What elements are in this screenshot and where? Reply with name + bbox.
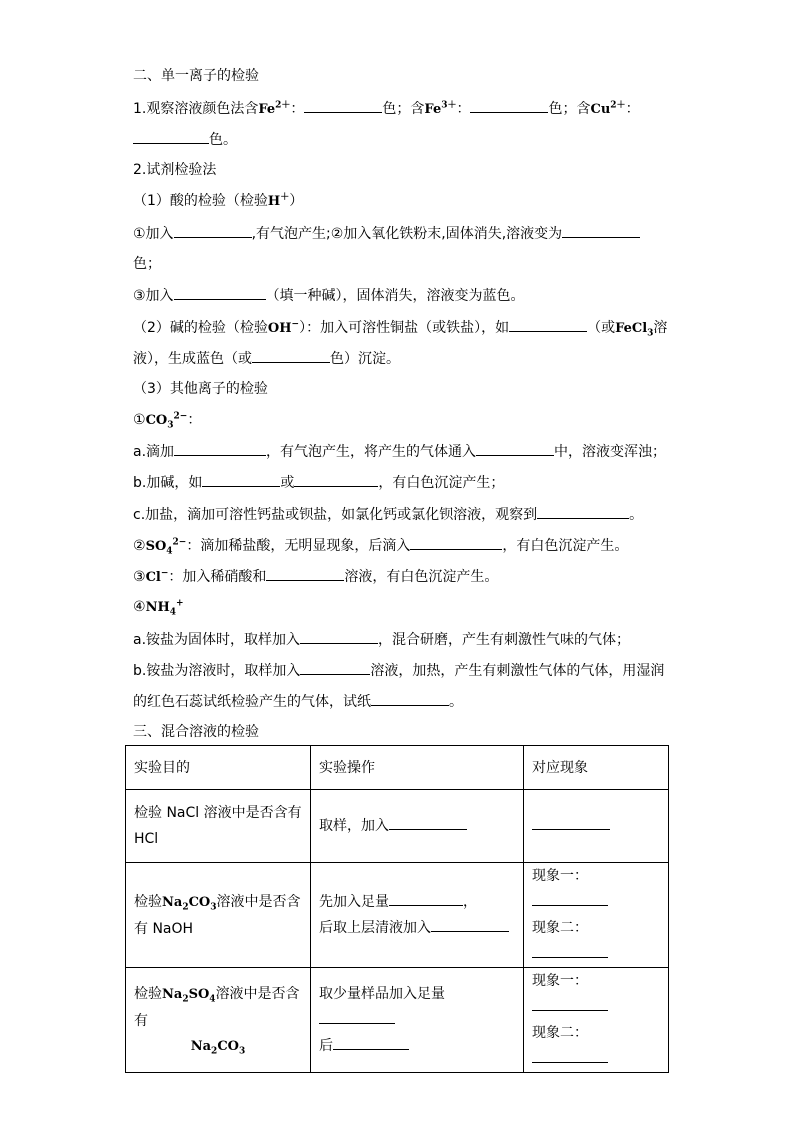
blank-fe2-color[interactable]: [304, 98, 382, 113]
blank-copper-salt[interactable]: [509, 317, 587, 332]
row1-operation: 取样，加入: [311, 790, 524, 863]
cl-ion: Cl−: [145, 568, 169, 585]
row1-phenomenon: [524, 790, 669, 863]
table-row: [126, 790, 669, 863]
nh4-heading: $④NH_4^+$: [133, 598, 184, 618]
blank-row2-phenomenon1[interactable]: [532, 891, 608, 906]
reagent-method-title: 2.试剂检验法: [133, 162, 217, 178]
blank-co3-observation[interactable]: [537, 504, 629, 519]
blank-fe3-color[interactable]: [470, 98, 548, 113]
color-observation-line1: 1.观察溶液颜色法含$Fe^{2+}$： 色；含$Fe^{3+}$： 色；含$Cu^{2+}$：: [133, 98, 640, 120]
so4-ion: $SO_4^{2-}$: [145, 537, 187, 557]
blank-row2-phenomenon2[interactable]: [532, 943, 608, 958]
blank-co3-acid[interactable]: [174, 441, 266, 456]
row2-phenomenon: 现象一： 现象二：: [524, 863, 669, 968]
co3-heading: $①CO_3^{2-}$：: [133, 411, 202, 431]
nh4-method-a: a.铵盐为固体时，取样加入 ，混合研磨，产生有刺激性气味的气体；: [133, 629, 630, 650]
section3-title: 三、混合溶液的检验: [133, 724, 259, 740]
blank-acid-reagent[interactable]: [174, 223, 252, 238]
row1-purpose: 检验 NaCl 溶液中是否含有 HCl: [126, 790, 311, 863]
acid-test-line1: ①加入 ,有气泡产生;②加入氧化铁粉末,固体消失,溶液变为: [133, 223, 640, 244]
fe3-ion: $Fe^{3+}$: [424, 100, 457, 117]
acid-test-line3: ③加入 （填一种碱），固体消失，溶液变为蓝色。: [133, 285, 525, 306]
row3-operation: 取少量样品加入足量 后: [311, 968, 524, 1073]
blank-cu2-color[interactable]: [133, 129, 209, 144]
co3-method-a: a.滴加 ，有气泡产生，将产生的气体通入 中，溶液变浑浊；: [133, 441, 666, 462]
row3-phenomenon: 现象一： 现象二：: [524, 968, 669, 1073]
table-row: [126, 968, 669, 1073]
header-operation: 实验操作: [311, 746, 524, 790]
blank-row3-phenomenon1[interactable]: [532, 996, 608, 1011]
blank-row1-reagent[interactable]: [389, 815, 467, 830]
blank-row3-phenomenon2[interactable]: [532, 1048, 608, 1063]
blank-row3-reagent1[interactable]: [319, 1009, 395, 1024]
blank-row2-reagent2[interactable]: [431, 917, 509, 932]
header-purpose: 实验目的: [126, 746, 311, 790]
base-test-line2: 液），生成蓝色（或 色）沉淀。: [133, 348, 400, 369]
row2-operation: 先加入足量 ， 后取上层清液加入: [311, 863, 524, 968]
blank-limewater[interactable]: [476, 441, 554, 456]
blank-row1-phenomenon[interactable]: [532, 815, 610, 830]
nh4-ion: $NH_4^+$: [145, 598, 184, 618]
row2-purpose: 检验$Na_2CO_3$溶液中是否含 有 NaOH: [126, 863, 311, 968]
blank-nh4-solution-reagent[interactable]: [300, 660, 370, 675]
nh4-method-b2: 的红色石蕊试纸检验产生的气体，试纸 。: [133, 691, 463, 712]
color-observation-line2: 色。: [133, 129, 237, 150]
blank-base-name[interactable]: [174, 285, 266, 300]
blank-base-2[interactable]: [294, 472, 378, 487]
blank-row2-reagent1[interactable]: [389, 891, 463, 906]
cl-test: ③Cl−：加入稀硝酸和 溶液，有白色沉淀产生。: [133, 566, 498, 588]
co3-method-c: c.加盐，滴加可溶性钙盐或钡盐，如氯化钙或氯化钡溶液，观察到 。: [133, 504, 643, 525]
blank-nh4-solid-reagent[interactable]: [300, 629, 378, 644]
section2-title: 二、单一离子的检验: [133, 68, 259, 84]
blank-so4-reagent[interactable]: [410, 535, 502, 550]
blank-acid-color[interactable]: [562, 223, 640, 238]
table-header-row: [126, 746, 669, 790]
other-ions-title: （3）其他离子的检验: [133, 381, 268, 397]
blank-precipitate-color[interactable]: [252, 348, 330, 363]
row3-purpose: 检验$Na_2SO_4$溶液中是否含有 $Na_2CO_3$: [126, 968, 311, 1073]
blank-litmus-result[interactable]: [371, 691, 449, 706]
nh4-method-b1: b.铵盐为溶液时，取样加入 溶液，加热，产生有刺激性气体的气体，用湿润: [133, 660, 664, 681]
header-phenomenon: 对应现象: [524, 746, 669, 790]
blank-base-1[interactable]: [202, 472, 280, 487]
cu2-ion: $Cu^{2+}$: [590, 100, 626, 117]
acid-test-title: （1）酸的检验（检验H＋）: [133, 192, 304, 209]
fe2-ion: $Fe^{2+}$: [258, 100, 291, 117]
oh-ion: OH−: [267, 319, 300, 336]
co3-ion: $CO_3^{2-}$: [145, 411, 188, 431]
co3-method-b: b.加碱，如 或 ，有白色沉淀产生；: [133, 472, 504, 493]
acid-test-line2: 色；: [133, 256, 161, 272]
h-ion: H＋: [267, 192, 290, 209]
base-test-line1: （2）碱的检验（检验OH−）：加入可溶性铜盐（或铁盐），如 （或FeCl$_3$溶: [133, 317, 667, 339]
blank-cl-reagent[interactable]: [266, 566, 344, 581]
table-row: [126, 863, 669, 968]
blank-row3-reagent2[interactable]: [333, 1035, 409, 1050]
mixed-solution-table: [125, 745, 669, 1073]
so4-test: $②SO_4^{2-}$：滴加稀盐酸，无明显现象，后滴入 ，有白色沉淀产生。: [133, 535, 628, 557]
fecl3: FeCl$_3$: [615, 321, 654, 339]
